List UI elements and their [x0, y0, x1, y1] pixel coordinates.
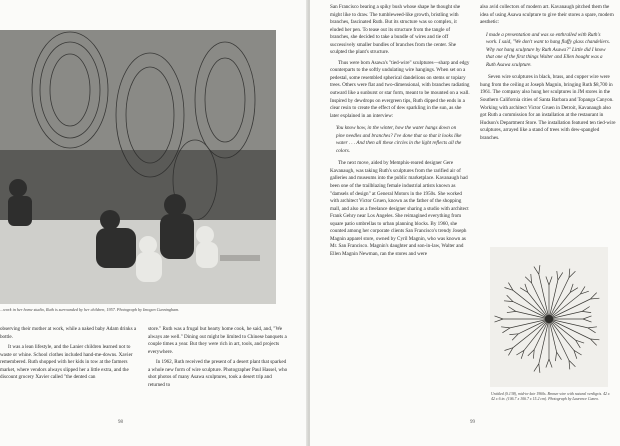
page-number: 98 — [118, 420, 123, 425]
tied-wire-sculpture-illustration — [490, 247, 608, 387]
paragraph: In 1962, Ruth received the present of a desert plant that sparked a whole new form of wire sculpture. Photographer Paul Hassel, who shot photos of many Asawa sculptures, took a desert trip and returned to — [148, 359, 288, 388]
paragraph: store." Ruth was a frugal but hearty home cook, he said, and, "We always ate well." Dining out might be limited to Chinese banquets a couple times a year. But they were rich in art, tools, and projects everywhere. — [148, 326, 287, 355]
paragraph: observing their mother at work, while a naked baby Adam drinks a bottle. — [0, 326, 137, 340]
block-quote: You know how, in the winter, how the water hangs down on pine needles and branches? I've done that so that it looks like water . . . And then all these circles in the light reflects all the colors. — [336, 125, 462, 154]
paragraph: It was a lean lifestyle, and the Lanier children learned not to waste or whine. School clothes included hand-me-downs. Xavier remembered. Ruth shopped with her kids in tow at the farmers market, where vendors always slipped her a little extra, and the discount grocery Xavier called "the dented can — [0, 344, 133, 381]
studio-photo-illustration — [0, 30, 276, 304]
left-column-2 — [148, 326, 288, 392]
left-page — [0, 0, 308, 446]
paragraph: Seven wire sculptures in black, brass, and copper wire were hung from the ceiling at Joseph Magnin, bringing Ruth $8,700 in 1961. The company also hung her sculptures in JM stores in the Southern California cities of Santa Barbara and Topanga Canyon. Working with architect Victor Gruen in Detroit, Kavanaugh also got Ruth a commission for an installation at the restaurant in Hudson's Department Store. The installation featured ten tied-wire sculptures, arrayed like a stand of trees with dew-spangled branches. — [480, 74, 616, 141]
paragraph: San Francisco bearing a spiky bush whose shape he thought she might like to draw. The tumbleweed-like growth, bristling with branches, fascinated Ruth. But its structure was so complex, it eluded her pen. To tease out its structure from the tangle of branches, she decided to take a bundle of wires and tie off successively smaller bundles of branches from the center. She sculpted the plant's structure. — [330, 4, 461, 56]
right-column-2 — [480, 4, 616, 145]
sculpture-caption: Untitled (S.138), mid-to-late 1960s. Bronze wire with natural verdigris. 42 x 42 x 6 in. (106.7 x 106.7 x 15.2 cm). Photograph by Laurence Cuneo. — [491, 392, 610, 402]
left-column-1 — [0, 326, 140, 385]
paragraph: also avid collectors of modern art. Kavanaugh pitched them the idea of using Asawa sculpture to give their stores a spare, modern aesthetic: — [480, 4, 614, 26]
paragraph: Thus were born Asawa's "tied-wire" sculptures—sharp and edgy counterparts to the softly undulating wire hangings. When set on a pedestal, some resembled spherical dandelions on stems or topiary trees. Others were flat and two-dimensional, with branches radiating outward like a sunburst or star form, meant to be mounted on a wall. Inspired by dewdrops on evergreen tips, Ruth dipped the ends in a clear resin to create the effect of dew sparkling in the sun, as she later explained in an interview: — [330, 59, 470, 119]
paragraph: The next move, aided by Memphis-reared designer Gere Kavanaugh, was taking Ruth's sculptures from the rarified air of galleries and museums into the public marketplace. Kavanaugh had been one of the trailblazing female industrial artists known as "damsels of design" at General Motors in the 1950s. She worked with architect Victor Gruen, known as the father of the shopping mall, and also as a freelance designer sharing a studio with architect Frank Gehry near Los Angeles. She reimagined everything from square patio umbrellas to urban planning blocks. By 1960, she counted among her corporate clients San Francisco's trendy Joseph Magnin apparel store, owned by Cyril Magnin, who was known as Mr. San Francisco. Magnin's daughter and son-in-law, Walter and Ellen Magnin Newman, ran the stores and were — [330, 160, 469, 257]
studio-photograph — [0, 30, 276, 304]
right-page — [310, 0, 620, 446]
sculpture-photograph — [490, 247, 608, 387]
block-quote: I made a presentation and was so enthralled with Ruth's work. I said, "We don't want to hang fluffy glass chandeliers. Why not hang sculpture by Ruth Asawa?" Little did I know that one of the first things Walter and Ellen bought was a Ruth Asawa sculpture. — [486, 31, 611, 68]
right-column-1 — [330, 4, 470, 262]
page-number: 99 — [470, 420, 475, 425]
photo-caption: ...work in her home studio, Ruth is surrounded by her children, 1957. Photograph by Imogen Cunningham. — [0, 307, 180, 312]
